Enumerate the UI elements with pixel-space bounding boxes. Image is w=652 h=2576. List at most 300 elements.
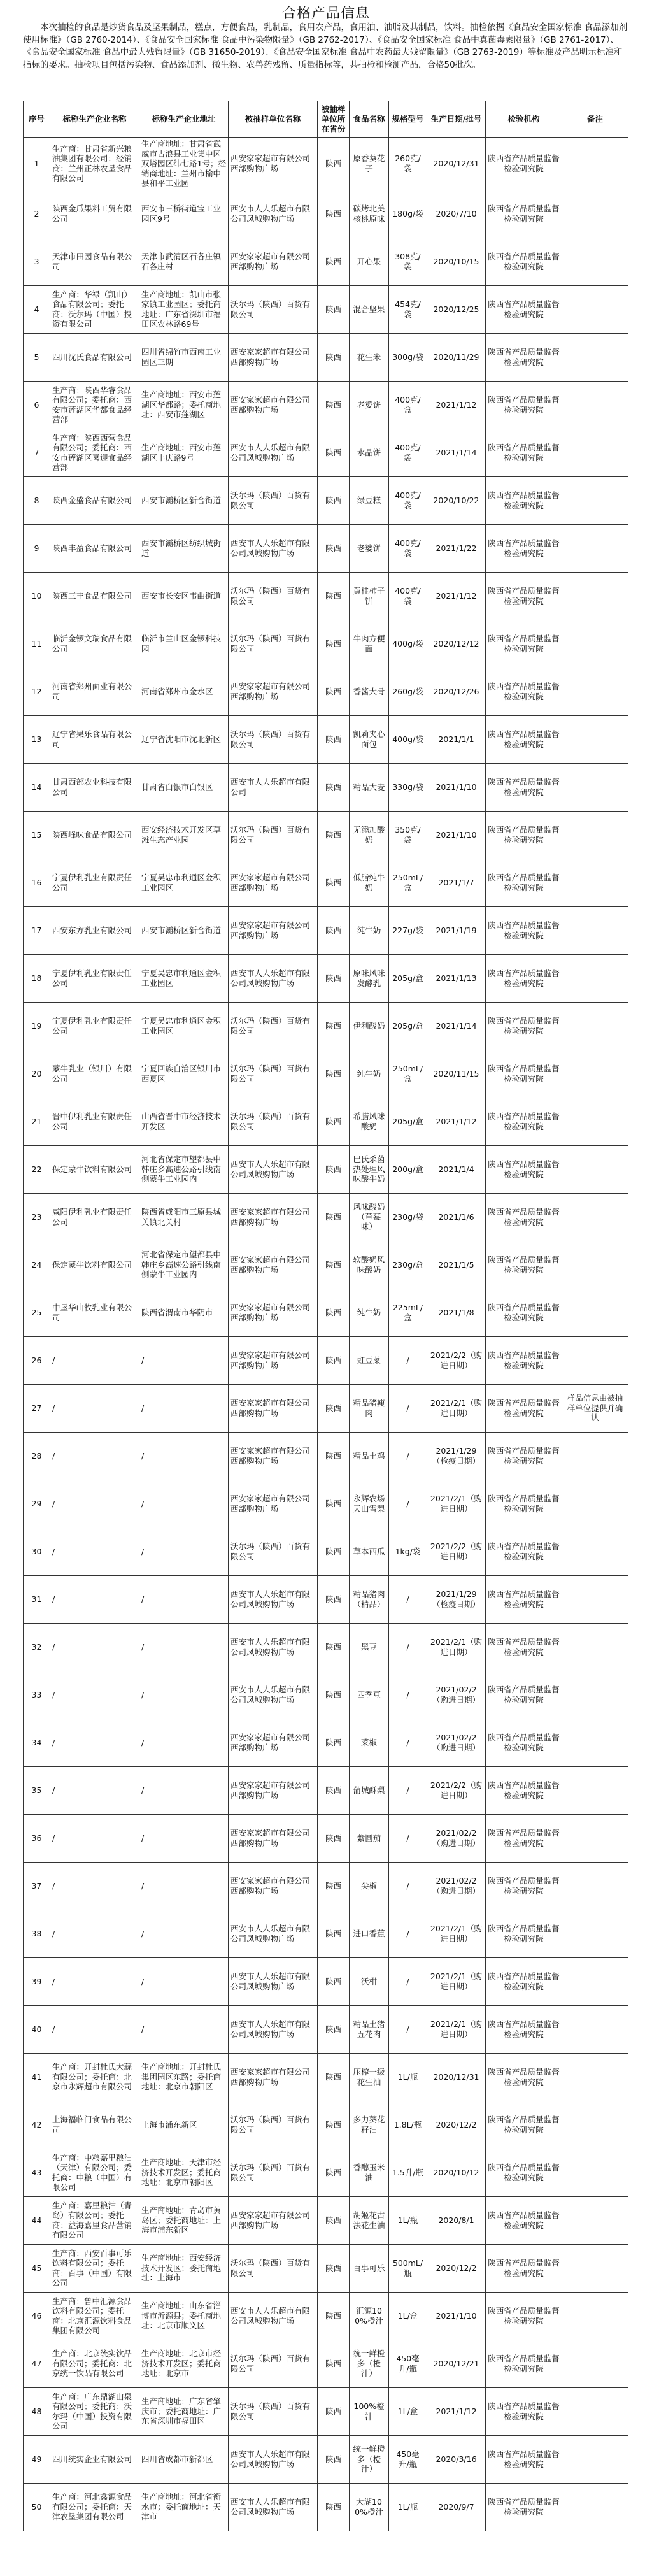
cell-food-name: 水晶饼: [350, 429, 389, 476]
cell-address: 生产商地址：青岛市黄岛区；委托商地址：上海市浦东新区: [139, 2196, 229, 2244]
cell-note: [562, 1098, 628, 1145]
cell-spec: /: [389, 1766, 427, 1814]
cell-food-name: 精品大麦: [350, 763, 389, 811]
cell-note: [562, 190, 628, 238]
cell-manufacturer: /: [50, 1671, 139, 1719]
cell-org: 陕西省产品质量监督检验研究院: [486, 2101, 562, 2149]
cell-manufacturer: 保定蒙牛饮料有限公司: [50, 1145, 139, 1193]
cell-food-name: 汇源100%橙汁: [350, 2292, 389, 2340]
cell-unit: 西安家家超市有限公司西部购物广场: [229, 1719, 318, 1766]
cell-no: 48: [24, 2387, 50, 2435]
cell-region: 陕西: [318, 954, 350, 1002]
table-row: [24, 285, 628, 333]
cell-date: 2021/02/2（购进日期）: [427, 1719, 486, 1766]
table-row: [24, 1766, 628, 1814]
cell-spec: /: [389, 1719, 427, 1766]
cell-date: 2021/1/14: [427, 1002, 486, 1050]
table-row: [24, 333, 628, 381]
cell-region: 陕西: [318, 190, 350, 238]
cell-date: 2020/12/2: [427, 2101, 486, 2149]
cell-no: 21: [24, 1098, 50, 1145]
cell-region: 陕西: [318, 2149, 350, 2196]
cell-unit: 西安市人人乐超市有限公司凤城购物广场: [229, 2435, 318, 2483]
cell-region: 陕西: [318, 668, 350, 715]
cell-no: 27: [24, 1384, 50, 1432]
cell-food-name: 草本西瓜: [350, 1528, 389, 1575]
cell-address: 生产商地址：西安经济技术开发区；委托商地址：上海市: [139, 2244, 229, 2292]
table-row: [24, 1432, 628, 1480]
cell-org: 陕西省产品质量监督检验研究院: [486, 285, 562, 333]
cell-unit: 西安市人人乐超市有限公司凤城购物广场: [229, 1575, 318, 1623]
cell-manufacturer: 临沂金锣文瑞食品有限公司: [50, 620, 139, 668]
cell-date: 2021/02/2（购进日期）: [427, 1671, 486, 1719]
table-row: [24, 1480, 628, 1528]
table-row: [24, 2005, 628, 2053]
cell-unit: 西安市人人乐超市有限公司凤城购物广场: [229, 524, 318, 572]
cell-unit: 西安家家超市有限公司西部购物广场: [229, 138, 318, 190]
cell-address: 西安市灞桥区新合街道: [139, 906, 229, 954]
cell-food-name: 百事可乐: [350, 2244, 389, 2292]
cell-no: 25: [24, 1289, 50, 1336]
cell-address: 宁夏吴忠市利通区金积工业园区: [139, 859, 229, 906]
cell-manufacturer: 生产商：甘肃省新兴粮油集团有限公司；经销商：兰州正林农垦食品有限公司: [50, 138, 139, 190]
cell-date: 2021/1/4: [427, 1145, 486, 1193]
table-row: [24, 1289, 628, 1336]
cell-manufacturer: 中垦华山牧乳业有限公司: [50, 1289, 139, 1336]
cell-address: /: [139, 1480, 229, 1528]
cell-date: 2020/10/22: [427, 476, 486, 524]
cell-date: 2020/9/7: [427, 2483, 486, 2531]
cell-no: 7: [24, 429, 50, 476]
cell-unit: 西安家家超市有限公司西部购物广场: [229, 1193, 318, 1241]
cell-manufacturer: 蒙牛乳业（银川）有限公司: [50, 1050, 139, 1098]
cell-unit: 西安家家超市有限公司西部购物广场: [229, 906, 318, 954]
cell-unit: 西安市人人乐超市有限公司凤城购物广场: [229, 2292, 318, 2340]
cell-date: 2021/1/8: [427, 1289, 486, 1336]
cell-manufacturer: 陕西金瓜果料工贸有限公司: [50, 190, 139, 238]
cell-address: 辽宁省沈阳市沈北新区: [139, 715, 229, 763]
header-address: 标称生产企业地址: [139, 101, 229, 138]
cell-org: 陕西省产品质量监督检验研究院: [486, 1910, 562, 1957]
table-body: [24, 138, 628, 2531]
cell-food-name: 原香葵花子: [350, 138, 389, 190]
cell-no: 6: [24, 381, 50, 429]
cell-no: 19: [24, 1002, 50, 1050]
cell-region: 陕西: [318, 1050, 350, 1098]
cell-unit: 西安市人人乐超市有限公司凤城购物广场: [229, 429, 318, 476]
cell-org: 陕西省产品质量监督检验研究院: [486, 1193, 562, 1241]
cell-date: 2021/02/2（购进日期）: [427, 1862, 486, 1910]
cell-region: 陕西: [318, 1098, 350, 1145]
cell-region: 陕西: [318, 2292, 350, 2340]
cell-org: 陕西省产品质量监督检验研究院: [486, 859, 562, 906]
cell-spec: 300g/袋: [389, 333, 427, 381]
cell-date: 2020/12/25: [427, 285, 486, 333]
cell-no: 17: [24, 906, 50, 954]
cell-spec: 330g/袋: [389, 763, 427, 811]
cell-date: 2021/1/22: [427, 524, 486, 572]
table-row: [24, 381, 628, 429]
cell-org: 陕西省产品质量监督检验研究院: [486, 1480, 562, 1528]
header-region: 被抽样单位所在省份: [318, 101, 350, 138]
table-row: [24, 1098, 628, 1145]
cell-unit: 沃尔玛（陕西）百货有限公司: [229, 2340, 318, 2387]
cell-address: /: [139, 1384, 229, 1432]
cell-org: 陕西省产品质量监督检验研究院: [486, 954, 562, 1002]
cell-note: [562, 238, 628, 285]
cell-org: 陕西省产品质量监督检验研究院: [486, 668, 562, 715]
cell-org: 陕西省产品质量监督检验研究院: [486, 429, 562, 476]
cell-no: 32: [24, 1623, 50, 1671]
intro-text: 本次抽检的食品是炒货食品及坚果制品，糕点，方便食品，乳制品，食用农产品，食用油、油脂及其制品，饮料。抽检依据《食品安全国家标准 食品添加剂使用标准》（GB 2760-2014）、《食品安全国家标准 食品中污染物限量》（GB 2762-2017）、《食品安全国家标准 食品中真菌毒素限量》（GB 2761-2017）、《食品安全国家标准 食品中最大残留限量》（GB 31650-2019）、《食品安全国家标准 食品中农药最大残留限量》（GB 2763-2019）等标准及产品明示标准和指标的要求。抽检项目包括污染物、食品添加剂、微生物、农兽药残留、质量指标等，共抽检和检测产品，合格50批次。: [23, 22, 628, 70]
cell-address: 四川省成都市新都区: [139, 2435, 229, 2483]
cell-address: 宁夏回族自治区银川市西夏区: [139, 1050, 229, 1098]
cell-note: [562, 1145, 628, 1193]
cell-unit: 西安家家超市有限公司西部购物广场: [229, 668, 318, 715]
cell-note: [562, 1671, 628, 1719]
cell-org: 陕西省产品质量监督检验研究院: [486, 1098, 562, 1145]
cell-address: /: [139, 2005, 229, 2053]
cell-note: [562, 2483, 628, 2531]
cell-note: [562, 138, 628, 190]
cell-spec: /: [389, 1910, 427, 1957]
cell-date: 2021/2/1（购进日期）: [427, 1623, 486, 1671]
cell-food-name: 进口香蕉: [350, 1910, 389, 1957]
cell-region: 陕西: [318, 1193, 350, 1241]
cell-region: 陕西: [318, 1957, 350, 2005]
cell-no: 18: [24, 954, 50, 1002]
cell-org: 陕西省产品质量监督检验研究院: [486, 476, 562, 524]
cell-date: 2021/1/6: [427, 1193, 486, 1241]
cell-note: [562, 1336, 628, 1384]
cell-unit: 沃尔玛（陕西）百货有限公司: [229, 2101, 318, 2149]
cell-no: 4: [24, 285, 50, 333]
cell-unit: 沃尔玛（陕西）百货有限公司: [229, 620, 318, 668]
cell-note: [562, 1862, 628, 1910]
cell-date: 2020/12/12: [427, 620, 486, 668]
cell-org: 陕西省产品质量监督检验研究院: [486, 1671, 562, 1719]
cell-note: [562, 1575, 628, 1623]
cell-note: [562, 2387, 628, 2435]
cell-org: 陕西省产品质量监督检验研究院: [486, 2053, 562, 2101]
cell-spec: 1.8L/瓶: [389, 2101, 427, 2149]
cell-no: 36: [24, 1814, 50, 1862]
cell-unit: 西安家家超市有限公司西部购物广场: [229, 1241, 318, 1289]
cell-org: 陕西省产品质量监督检验研究院: [486, 2196, 562, 2244]
cell-org: 陕西省产品质量监督检验研究院: [486, 2149, 562, 2196]
cell-no: 8: [24, 476, 50, 524]
cell-address: 四川省绵竹市西南工业园区三期: [139, 333, 229, 381]
cell-food-name: 尖椒: [350, 1862, 389, 1910]
cell-region: 陕西: [318, 763, 350, 811]
cell-food-name: 凯莉夹心面包: [350, 715, 389, 763]
cell-unit: 沃尔玛（陕西）百货有限公司: [229, 572, 318, 620]
cell-org: 陕西省产品质量监督检验研究院: [486, 1050, 562, 1098]
cell-region: 陕西: [318, 2387, 350, 2435]
cell-address: /: [139, 1336, 229, 1384]
cell-manufacturer: /: [50, 1719, 139, 1766]
table-row: [24, 2196, 628, 2244]
cell-food-name: 纯牛奶: [350, 1289, 389, 1336]
cell-no: 29: [24, 1480, 50, 1528]
cell-no: 16: [24, 859, 50, 906]
cell-manufacturer: 陕西丰盈食品有限公司: [50, 524, 139, 572]
cell-food-name: 老婆饼: [350, 524, 389, 572]
cell-unit: 西安市人人乐超市有限公司凤城购物广场: [229, 1957, 318, 2005]
cell-note: [562, 1528, 628, 1575]
cell-manufacturer: 生产商：陕西西营食品有限公司；委托商：西安市莲湖区喜迎食品经营部: [50, 429, 139, 476]
cell-no: 13: [24, 715, 50, 763]
cell-unit: 西安市人人乐超市有限公司凤城购物广场: [229, 954, 318, 1002]
cell-no: 41: [24, 2053, 50, 2101]
cell-food-name: 精品土猪五花肉: [350, 2005, 389, 2053]
cell-address: /: [139, 1957, 229, 2005]
table-row: [24, 715, 628, 763]
cell-manufacturer: /: [50, 1957, 139, 2005]
cell-food-name: 大湖100%橙汁: [350, 2483, 389, 2531]
table-header: [24, 101, 628, 138]
cell-address: 天津市武清区石各庄镇石各庄村: [139, 238, 229, 285]
cell-address: 生产商地址：甘肃省武威市古浪县工业集中区双塔园区纬七路1号；经销商地址：兰州市榆中县和平工业园: [139, 138, 229, 190]
cell-address: 生产商地址：天津市经济技术开发区；委托商地址：北京市朝阳区: [139, 2149, 229, 2196]
cell-org: 陕西省产品质量监督检验研究院: [486, 572, 562, 620]
cell-manufacturer: /: [50, 1814, 139, 1862]
cell-no: 24: [24, 1241, 50, 1289]
cell-note: [562, 381, 628, 429]
cell-unit: 西安市人人乐超市有限公司凤城购物广场: [229, 1671, 318, 1719]
cell-address: 生产商地址：西安市莲湖区丰庆路9号: [139, 429, 229, 476]
cell-address: 宁夏吴忠市利通区金积工业园区: [139, 954, 229, 1002]
cell-date: 2020/12/2: [427, 2244, 486, 2292]
cell-spec: 450毫升/瓶: [389, 2435, 427, 2483]
cell-food-name: 多力葵花籽油: [350, 2101, 389, 2149]
cell-food-name: 原味风味发酵乳: [350, 954, 389, 1002]
cell-region: 陕西: [318, 2196, 350, 2244]
cell-address: /: [139, 1766, 229, 1814]
cell-org: 陕西省产品质量监督检验研究院: [486, 1432, 562, 1480]
cell-region: 陕西: [318, 2053, 350, 2101]
cell-no: 35: [24, 1766, 50, 1814]
cell-note: [562, 429, 628, 476]
cell-food-name: 香酱大骨: [350, 668, 389, 715]
cell-spec: 205g/盒: [389, 1098, 427, 1145]
cell-date: 2020/12/21: [427, 2340, 486, 2387]
cell-org: 陕西省产品质量监督检验研究院: [486, 2005, 562, 2053]
cell-food-name: 纯牛奶: [350, 906, 389, 954]
cell-unit: 西安家家超市有限公司西部购物广场: [229, 1289, 318, 1336]
cell-note: [562, 1814, 628, 1862]
cell-unit: 西安家家超市有限公司西部购物广场: [229, 2196, 318, 2244]
cell-food-name: 100%橙汁: [350, 2387, 389, 2435]
cell-region: 陕西: [318, 2005, 350, 2053]
table-row: [24, 954, 628, 1002]
cell-food-name: 菜椒: [350, 1719, 389, 1766]
cell-region: 陕西: [318, 1814, 350, 1862]
table-row: [24, 859, 628, 906]
cell-unit: 西安家家超市有限公司西部购物广场: [229, 238, 318, 285]
cell-manufacturer: 四川沈氏食品有限公司: [50, 333, 139, 381]
cell-no: 15: [24, 811, 50, 859]
cell-no: 26: [24, 1336, 50, 1384]
header-unit: 被抽样单位名称: [229, 101, 318, 138]
cell-food-name: 无添加酸奶: [350, 811, 389, 859]
cell-region: 陕西: [318, 906, 350, 954]
cell-date: 2021/2/1（购进日期）: [427, 2005, 486, 2053]
cell-manufacturer: 陕西三丰食品有限公司: [50, 572, 139, 620]
cell-unit: 西安家家超市有限公司西部购物广场: [229, 333, 318, 381]
cell-region: 陕西: [318, 1862, 350, 1910]
cell-manufacturer: 生产商：开封杜氏大蒜有限公司；委托商：北京市永辉超市有限公司: [50, 2053, 139, 2101]
cell-address: /: [139, 1528, 229, 1575]
cell-region: 陕西: [318, 1145, 350, 1193]
cell-unit: 西安家家超市有限公司西部购物广场: [229, 1432, 318, 1480]
intro-paragraph: [23, 22, 629, 97]
cell-date: 2020/12/31: [427, 138, 486, 190]
cell-spec: 230g/袋: [389, 1193, 427, 1241]
cell-manufacturer: 咸阳伊利乳业有限责任公司: [50, 1193, 139, 1241]
cell-manufacturer: 生产商：西安百事可乐饮料有限公司；委托商：百事（中国）有限公司: [50, 2244, 139, 2292]
table-row: [24, 1002, 628, 1050]
cell-address: 河北省保定市望都县中韩庄乡高速公路引线南侧蒙牛工业园内: [139, 1241, 229, 1289]
table-row: [24, 524, 628, 572]
table-row: [24, 1814, 628, 1862]
cell-date: 2020/10/12: [427, 2149, 486, 2196]
cell-org: 陕西省产品质量监督检验研究院: [486, 906, 562, 954]
cell-region: 陕西: [318, 1910, 350, 1957]
cell-address: /: [139, 1910, 229, 1957]
cell-date: 2021/2/1（购进日期）: [427, 1910, 486, 1957]
cell-date: 2021/1/12: [427, 1098, 486, 1145]
cell-org: 陕西省产品质量监督检验研究院: [486, 2340, 562, 2387]
cell-note: [562, 715, 628, 763]
cell-note: [562, 2435, 628, 2483]
cell-food-name: 黄桂柿子饼: [350, 572, 389, 620]
cell-date: 2021/1/13: [427, 954, 486, 1002]
cell-note: [562, 524, 628, 572]
cell-org: 陕西省产品质量监督检验研究院: [486, 1623, 562, 1671]
cell-no: 14: [24, 763, 50, 811]
cell-note: [562, 2005, 628, 2053]
header-food-name: 食品名称: [350, 101, 389, 138]
cell-no: 44: [24, 2196, 50, 2244]
cell-region: 陕西: [318, 476, 350, 524]
cell-food-name: 统一鲜橙多（橙汁）: [350, 2340, 389, 2387]
cell-date: 2021/1/10: [427, 2292, 486, 2340]
cell-region: 陕西: [318, 1719, 350, 1766]
cell-no: 50: [24, 2483, 50, 2531]
cell-region: 陕西: [318, 1528, 350, 1575]
cell-unit: 沃尔玛（陕西）百货有限公司: [229, 476, 318, 524]
cell-food-name: 花生米: [350, 333, 389, 381]
cell-unit: 沃尔玛（陕西）百货有限公司: [229, 1098, 318, 1145]
cell-spec: 400克/袋: [389, 572, 427, 620]
cell-note: [562, 1480, 628, 1528]
cell-org: 陕西省产品质量监督检验研究院: [486, 238, 562, 285]
cell-note: [562, 763, 628, 811]
cell-spec: /: [389, 1814, 427, 1862]
cell-manufacturer: 陕西峰味食品有限公司: [50, 811, 139, 859]
cell-address: /: [139, 1432, 229, 1480]
cell-spec: /: [389, 1336, 427, 1384]
cell-date: 2020/12/31: [427, 2053, 486, 2101]
header-org: 检验机构: [486, 101, 562, 138]
header-no: 序号: [24, 101, 50, 138]
cell-region: 陕西: [318, 1480, 350, 1528]
cell-date: 2021/2/2（购进日期）: [427, 1528, 486, 1575]
cell-food-name: 四季豆: [350, 1671, 389, 1719]
cell-date: 2020/7/10: [427, 190, 486, 238]
cell-unit: 西安家家超市有限公司西部购物广场: [229, 1766, 318, 1814]
cell-food-name: 紫圆茄: [350, 1814, 389, 1862]
cell-region: 陕西: [318, 2101, 350, 2149]
table-row: [24, 668, 628, 715]
cell-manufacturer: 宁夏伊利乳业有限责任公司: [50, 954, 139, 1002]
cell-org: 陕西省产品质量监督检验研究院: [486, 333, 562, 381]
cell-manufacturer: 宁夏伊利乳业有限责任公司: [50, 859, 139, 906]
cell-manufacturer: 陕西金盛食品有限公司: [50, 476, 139, 524]
cell-manufacturer: /: [50, 1910, 139, 1957]
table-row: [24, 620, 628, 668]
cell-org: 陕西省产品质量监督检验研究院: [486, 1575, 562, 1623]
cell-unit: 西安家家超市有限公司西部购物广场: [229, 1480, 318, 1528]
cell-unit: 西安市人人乐超市有限公司凤城购物广场: [229, 1623, 318, 1671]
cell-org: 陕西省产品质量监督检验研究院: [486, 1814, 562, 1862]
cell-spec: /: [389, 2005, 427, 2053]
cell-unit: 沃尔玛（陕西）百货有限公司: [229, 1050, 318, 1098]
cell-manufacturer: 晋中伊利乳业有限责任公司: [50, 1098, 139, 1145]
table-row: [24, 1528, 628, 1575]
cell-unit: 西安家家超市有限公司西部购物广场: [229, 1862, 318, 1910]
cell-manufacturer: 辽宁省果乐食品有限公司: [50, 715, 139, 763]
cell-food-name: 精品土鸡: [350, 1432, 389, 1480]
cell-no: 43: [24, 2149, 50, 2196]
cell-spec: 250mL/盒: [389, 1050, 427, 1098]
table-row: [24, 2244, 628, 2292]
cell-region: 陕西: [318, 1002, 350, 1050]
cell-unit: 沃尔玛（陕西）百货有限公司: [229, 1002, 318, 1050]
cell-spec: 400g/袋: [389, 715, 427, 763]
cell-date: 2021/02/2（购进日期）: [427, 1814, 486, 1862]
header-note: 备注: [562, 101, 628, 138]
cell-note: [562, 476, 628, 524]
cell-note: [562, 2053, 628, 2101]
cell-spec: /: [389, 1432, 427, 1480]
cell-address: /: [139, 1671, 229, 1719]
cell-no: 33: [24, 1671, 50, 1719]
cell-spec: /: [389, 1575, 427, 1623]
cell-date: 2021/1/12: [427, 2387, 486, 2435]
cell-org: 陕西省产品质量监督检验研究院: [486, 524, 562, 572]
cell-note: 样品信息由被抽样单位提供并确认: [562, 1384, 628, 1432]
cell-address: /: [139, 1814, 229, 1862]
table-row: [24, 763, 628, 811]
cell-no: 40: [24, 2005, 50, 2053]
cell-date: 2021/2/2（购进日期）: [427, 1766, 486, 1814]
cell-date: 2021/1/14: [427, 429, 486, 476]
cell-no: 28: [24, 1432, 50, 1480]
cell-spec: 1.5升/瓶: [389, 2149, 427, 2196]
table-row: [24, 2387, 628, 2435]
cell-manufacturer: 保定蒙牛饮料有限公司: [50, 1241, 139, 1289]
cell-region: 陕西: [318, 2483, 350, 2531]
cell-spec: 205g/盒: [389, 1002, 427, 1050]
cell-region: 陕西: [318, 429, 350, 476]
cell-unit: 西安家家超市有限公司西部购物广场: [229, 1814, 318, 1862]
cell-region: 陕西: [318, 620, 350, 668]
cell-spec: /: [389, 1623, 427, 1671]
cell-no: 10: [24, 572, 50, 620]
cell-no: 38: [24, 1910, 50, 1957]
